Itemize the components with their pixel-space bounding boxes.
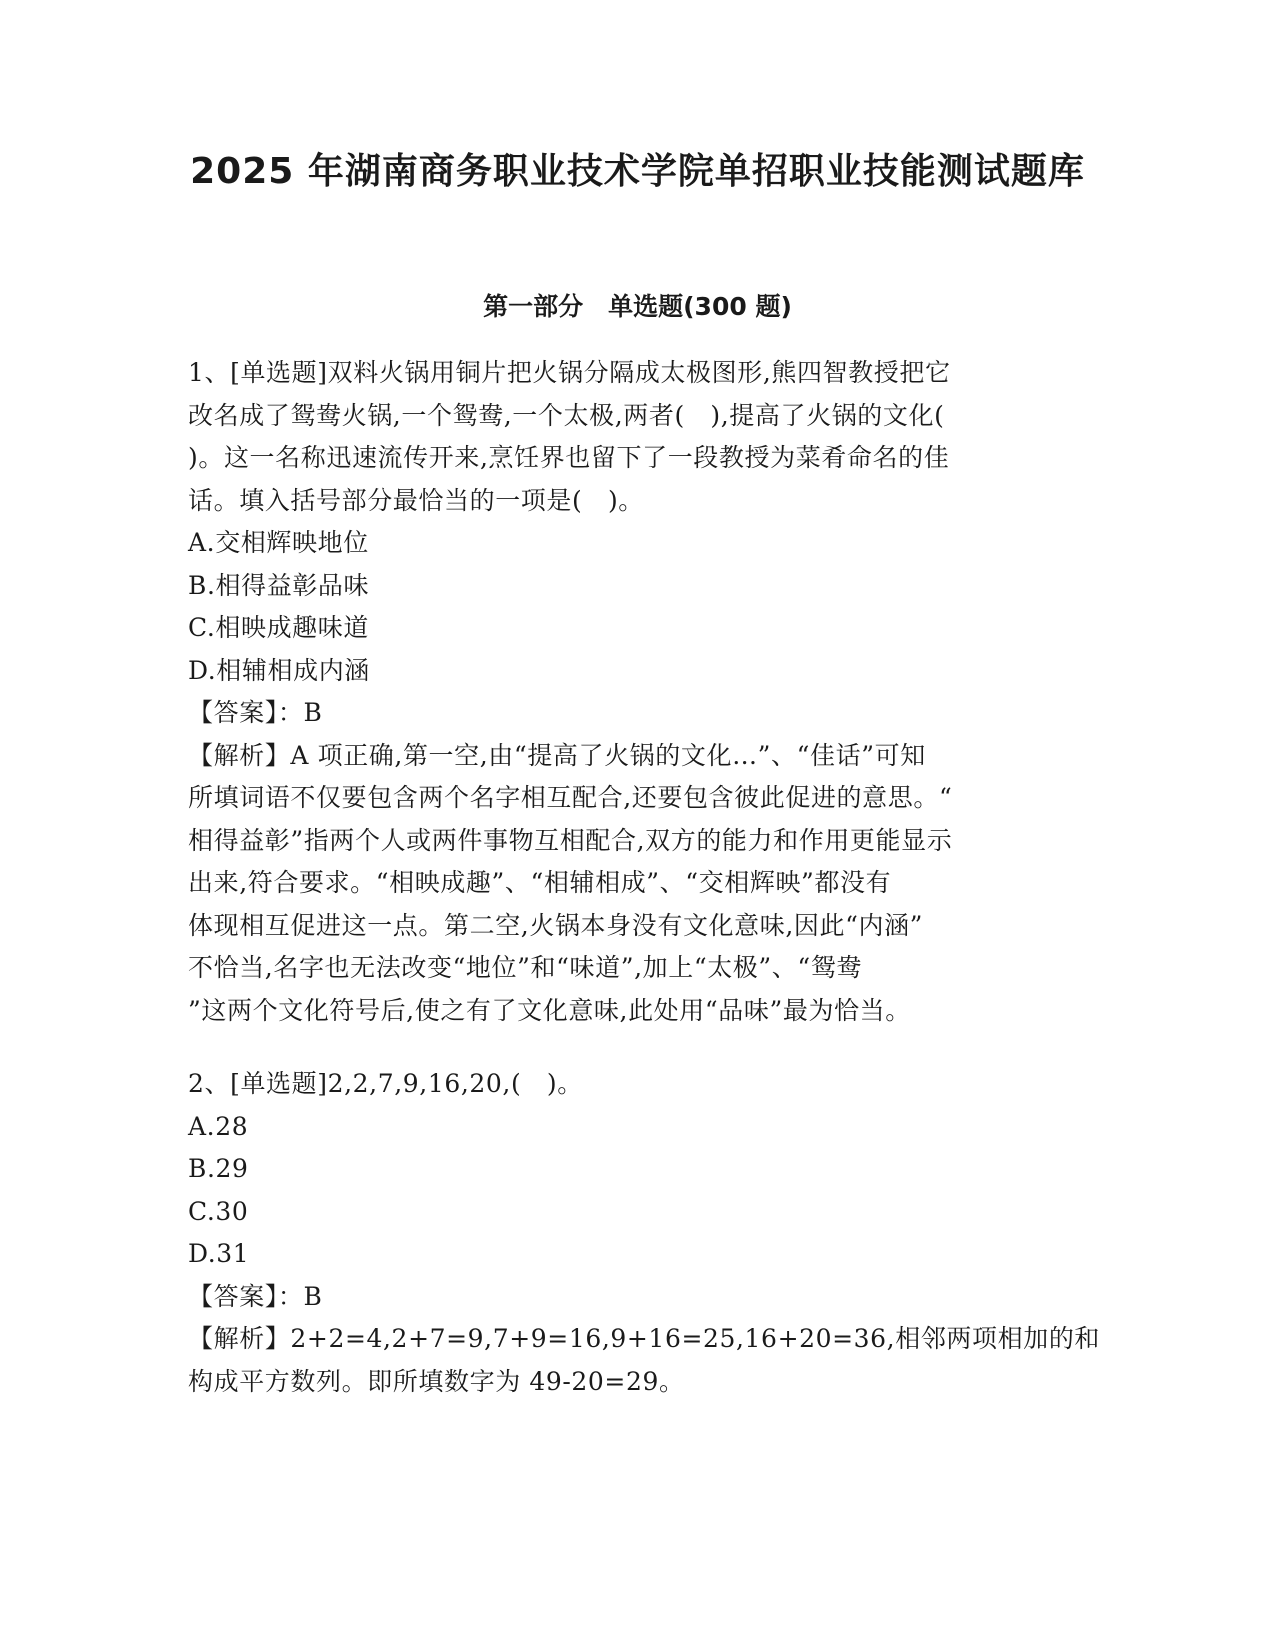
question-stem-line: 改名成了鸳鸯火锅,一个鸳鸯,一个太极,两者( ),提高了火锅的文化( — [188, 400, 945, 430]
analysis-line: 构成平方数列。即所填数字为 49-20=29。 — [188, 1366, 685, 1396]
question-stem-line: 话。填入括号部分最恰当的一项是( )。 — [188, 485, 644, 515]
option-d: D.相辅相成内涵 — [188, 655, 370, 685]
document-title: 2025 年湖南商务职业技术学院单招职业技能测试题库 — [190, 151, 1085, 192]
question-stem-line: 2、[单选题]2,2,7,9,16,20,( )。 — [188, 1069, 583, 1098]
option-a: A.交相辉映地位 — [188, 528, 369, 557]
analysis-line: ”这两个文化符号后,使之有了文化意味,此处用“品味”最为恰当。 — [188, 995, 911, 1025]
option-c: C.相映成趣味道 — [188, 613, 369, 642]
question-stem-line: )。这一名称迅速流传开来,烹饪界也留下了一段教授为菜肴命名的佳 — [188, 443, 950, 472]
analysis-line: 相得益彰”指两个人或两件事物互相配合,双方的能力和作用更能显示 — [188, 825, 953, 855]
section-title: 第一部分 单选题(300 题) — [483, 292, 792, 321]
option-a: A.28 — [188, 1111, 249, 1141]
analysis-line: 所填词语不仅要包含两个名字相互配合,还要包含彼此促进的意思。“ — [188, 783, 953, 812]
analysis-line: 不恰当,名字也无法改变“地位”和“味道”,加上“太极”、“鸳鸯 — [188, 953, 862, 982]
analysis-line: 【解析】A 项正确,第一空,由“提高了火锅的文化…”、“佳话”可知 — [188, 740, 926, 770]
question-2 — [188, 1063, 1101, 1403]
question-stem-line: 1、[单选题]双料火锅用铜片把火锅分隔成太极图形,熊四智教授把它 — [188, 358, 951, 387]
option-b: B.相得益彰品味 — [188, 570, 370, 600]
analysis-line: 出来,符合要求。“相映成趣”、“相辅相成”、“交相辉映”都没有 — [188, 868, 892, 897]
analysis-line: 体现相互促进这一点。第二空,火锅本身没有文化意味,因此“内涵” — [188, 910, 924, 940]
option-b: B.29 — [188, 1154, 249, 1183]
answer-line: 【答案】：B — [188, 1281, 323, 1311]
option-d: D.31 — [188, 1239, 250, 1268]
question-1 — [188, 352, 1088, 1032]
analysis-line: 【解析】2+2=4,2+7=9,7+9=16,9+16=25,16+20=36,相邻两项相加的和 — [188, 1324, 1101, 1353]
option-c: C.30 — [188, 1196, 249, 1226]
answer-line: 【答案】：B — [188, 698, 323, 727]
